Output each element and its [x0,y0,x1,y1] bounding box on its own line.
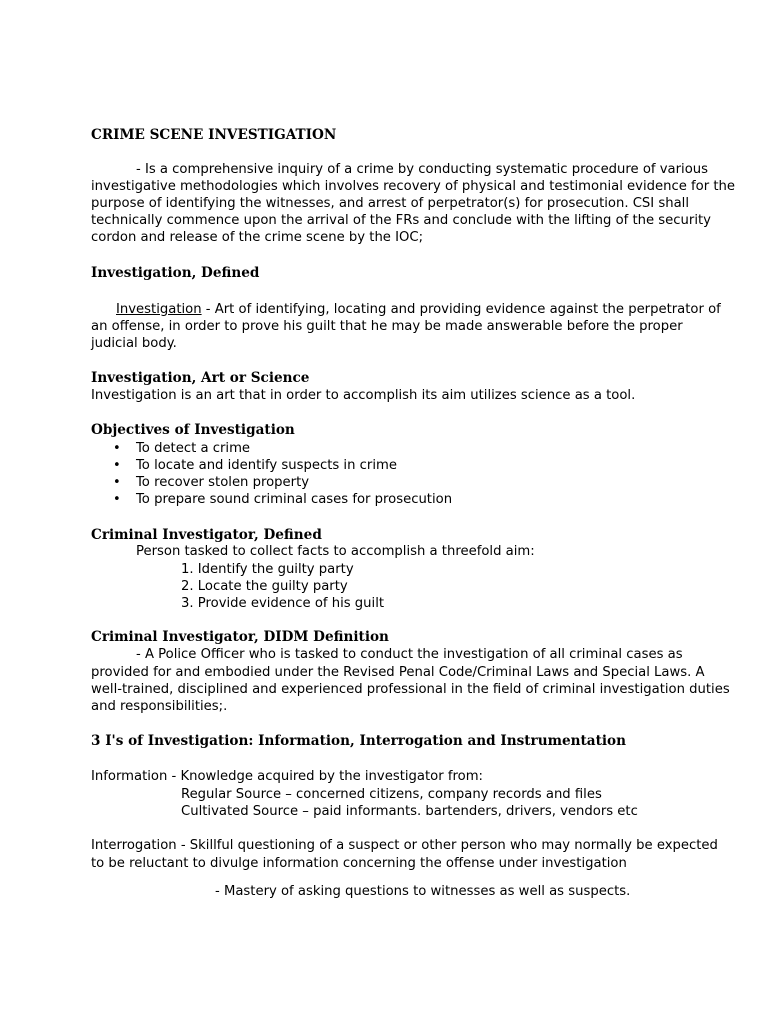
art-science-text: Investigation is an art that in order to accomplish its aim utilizes science as a tool. [91,388,636,403]
didm-line-2: provided for and embodied under the Revised Penal Code/Criminal Laws and Special Laws. A [91,665,705,680]
bullet-icon: • [113,475,121,490]
mastery-line: - Mastery of asking questions to witnesses as well as suspects. [215,884,631,899]
investigation-definition-text: - Art of identifying, locating and providing evidence against the perpetrator of [201,302,721,317]
objective-item: To locate and identify suspects in crime [136,458,397,473]
interrogation-line-2: to be reluctant to divulge information concerning the offense under investigation [91,856,627,871]
intro-line-2: investigative methodologies which involves recovery of physical and testimonial evidence for the [91,179,735,194]
objective-item: To detect a crime [136,441,251,456]
intro-line-5: cordon and release of the crime scene by the IOC; [91,230,424,245]
aim-item: 1. Identify the guilty party [181,562,354,577]
bullet-icon: • [113,492,121,507]
cultivated-source-line: Cultivated Source – paid informants. bartenders, drivers, vendors etc [181,804,638,819]
didm-line-3: well-trained, disciplined and experienced professional in the field of criminal investigation duties [91,682,730,697]
three-is-heading: 3 I's of Investigation: Information, Interrogation and Instrumentation [91,733,627,749]
didm-line-1: - A Police Officer who is tasked to conduct the investigation of all criminal cases as [136,647,683,662]
aim-item: 3. Provide evidence of his guilt [181,596,385,611]
objective-item: To recover stolen property [136,475,310,490]
information-line: Information - Knowledge acquired by the investigator from: [91,769,483,784]
criminal-investigator-intro: Person tasked to collect facts to accomplish a threefold aim: [136,544,535,559]
investigation-defined-line-2: an offense, in order to prove his guilt that he may be made answerable before the proper [91,319,683,334]
objective-item: To prepare sound criminal cases for prosecution [136,492,453,507]
bullet-icon: • [113,458,121,473]
intro-line-4: technically commence upon the arrival of the FRs and conclude with the lifting of the security [91,213,711,228]
art-science-heading: Investigation, Art or Science [91,370,310,386]
interrogation-line-1: Interrogation - Skillful questioning of a suspect or other person who may normally be expected [91,838,718,853]
aim-item: 2. Locate the guilty party [181,579,348,594]
regular-source-line: Regular Source – concerned citizens, company records and files [181,787,602,802]
didm-heading: Criminal Investigator, DIDM Definition [91,629,389,645]
intro-line-3: purpose of identifying the witnesses, and arrest of perpetrator(s) for prosecution. CSI shall [91,196,690,211]
intro-line-1: - Is a comprehensive inquiry of a crime by conducting systematic procedure of various [136,162,709,177]
investigation-defined-heading: Investigation, Defined [91,265,260,281]
investigation-term: Investigation [116,302,202,317]
criminal-investigator-defined-heading: Criminal Investigator, Defined [91,527,322,543]
bullet-icon: • [113,441,121,456]
investigation-defined-line-1 [116,301,721,318]
objectives-heading: Objectives of Investigation [91,422,295,438]
investigation-defined-line-3: judicial body. [91,336,177,351]
document-title: CRIME SCENE INVESTIGATION [91,127,337,143]
didm-line-4: and responsibilities;. [91,699,228,714]
